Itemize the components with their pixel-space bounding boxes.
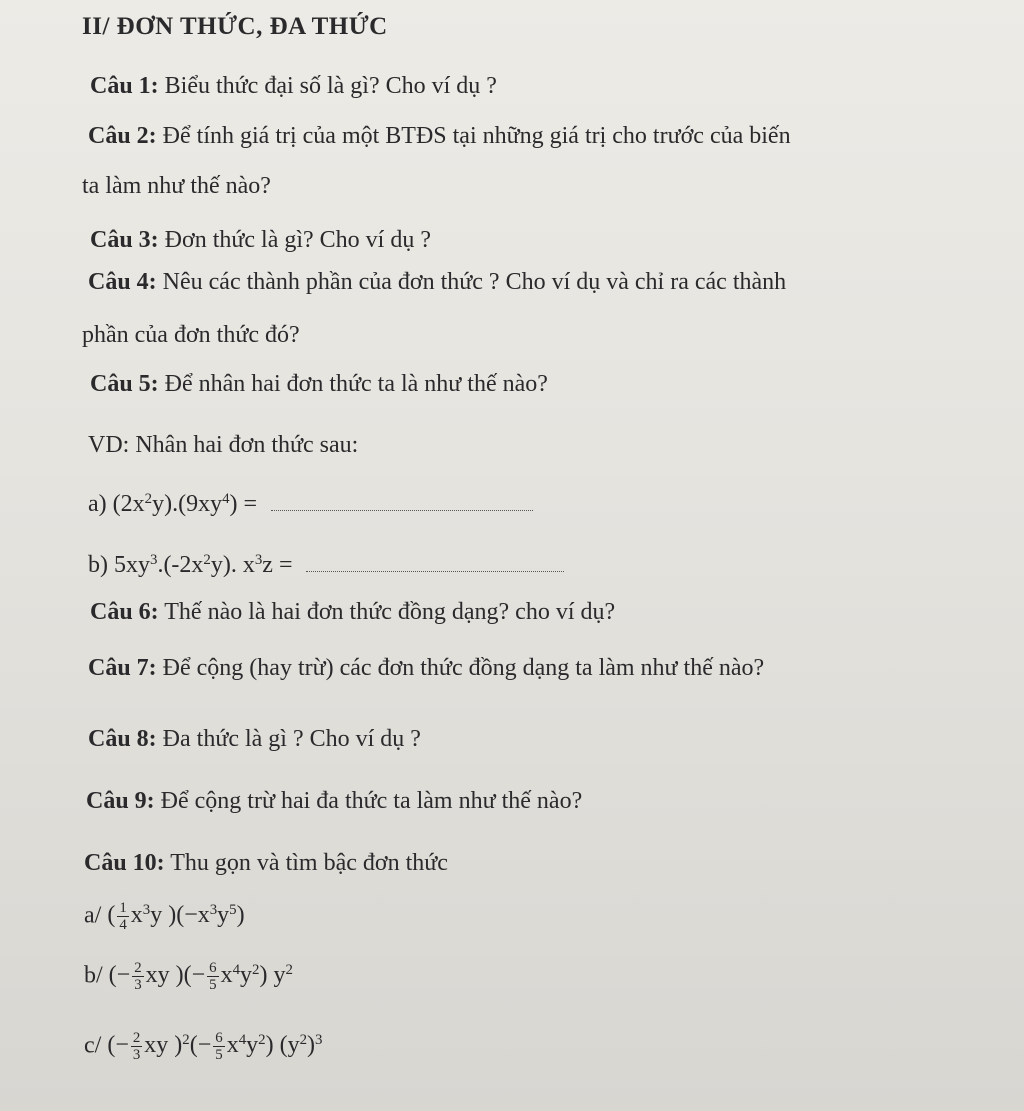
question-2-continuation: ta làm như thế nào?	[82, 173, 271, 199]
question-label: Câu 5:	[90, 371, 159, 397]
question-8	[88, 727, 421, 751]
question-9	[86, 789, 582, 813]
q10-a-label: a/	[84, 902, 102, 929]
question-4	[88, 270, 786, 294]
answer-blank	[306, 569, 564, 572]
question-text: Để cộng (hay trừ) các đơn thức đồng dạng ta làm như thế nào?	[162, 655, 765, 681]
q10-b-expression: (− $\frac{2}{3}$ xy )(− $\frac{6}{5}$ $x^4y^2$) $y^2$	[108, 960, 293, 994]
question-label: Câu 6:	[90, 599, 159, 625]
example-b	[88, 553, 564, 577]
example-a-expression: $(2x^2y).(9xy^4)$ =	[112, 490, 258, 517]
q10-b	[84, 960, 293, 994]
question-10	[84, 851, 448, 875]
question-label: Câu 1:	[90, 73, 159, 99]
question-label: Câu 7:	[88, 655, 157, 681]
question-6	[90, 600, 615, 624]
question-label: Câu 4:	[88, 269, 157, 295]
question-label: Câu 10:	[84, 850, 165, 876]
question-label: Câu 9:	[86, 788, 155, 814]
q10-c	[84, 1030, 322, 1064]
question-5	[90, 372, 548, 396]
question-label: Câu 3:	[90, 227, 159, 253]
question-text: Để tính giá trị của một BTĐS tại những giá trị cho trước của biến	[162, 123, 791, 149]
question-text: Nêu các thành phần của đơn thức ? Cho ví dụ và chỉ ra các thành	[162, 269, 787, 295]
question-text: Đa thức là gì ? Cho ví dụ ?	[162, 726, 421, 752]
q10-b-label: b/	[84, 962, 103, 989]
section-heading: II/ ĐƠN THỨC, ĐA THỨC	[82, 13, 388, 40]
question-text: Biểu thức đại số là gì? Cho ví dụ ?	[164, 73, 497, 99]
question-4-continuation: phần của đơn thức đó?	[82, 322, 300, 348]
question-1	[90, 74, 497, 98]
question-text: Thế nào là hai đơn thức đồng dạng? cho ví dụ?	[164, 599, 616, 625]
question-2	[88, 124, 791, 148]
q10-c-expression: (− $\frac{2}{3}$ xy )$^2$(− $\frac{6}{5}$ $x^4y^2$) $(y^2)^3$	[107, 1030, 323, 1064]
question-text: Đơn thức là gì? Cho ví dụ ?	[164, 227, 431, 253]
q10-a	[84, 900, 245, 934]
question-label: Câu 8:	[88, 726, 157, 752]
question-7	[88, 656, 764, 680]
q10-c-label: c/	[84, 1032, 102, 1059]
example-a-label: a)	[88, 491, 107, 517]
question-text: Để nhân hai đơn thức ta là như thế nào?	[164, 371, 548, 397]
example-b-expression: $5xy^3.(-2x^2y)$. $x^3z$ =	[114, 551, 293, 578]
question-text: Thu gọn và tìm bậc đơn thức	[170, 850, 448, 876]
example-intro: VD: Nhân hai đơn thức sau:	[88, 432, 359, 458]
answer-blank	[271, 508, 533, 511]
question-text: Để cộng trừ hai đa thức ta làm như thế nào?	[160, 788, 583, 814]
question-label: Câu 2:	[88, 123, 157, 149]
question-3	[90, 228, 431, 252]
example-a	[88, 492, 533, 516]
example-b-label: b)	[88, 552, 108, 578]
q10-a-expression: ( $\frac{1}{4}$ $x^3y$ )$(-x^3y^5)$	[107, 900, 245, 934]
